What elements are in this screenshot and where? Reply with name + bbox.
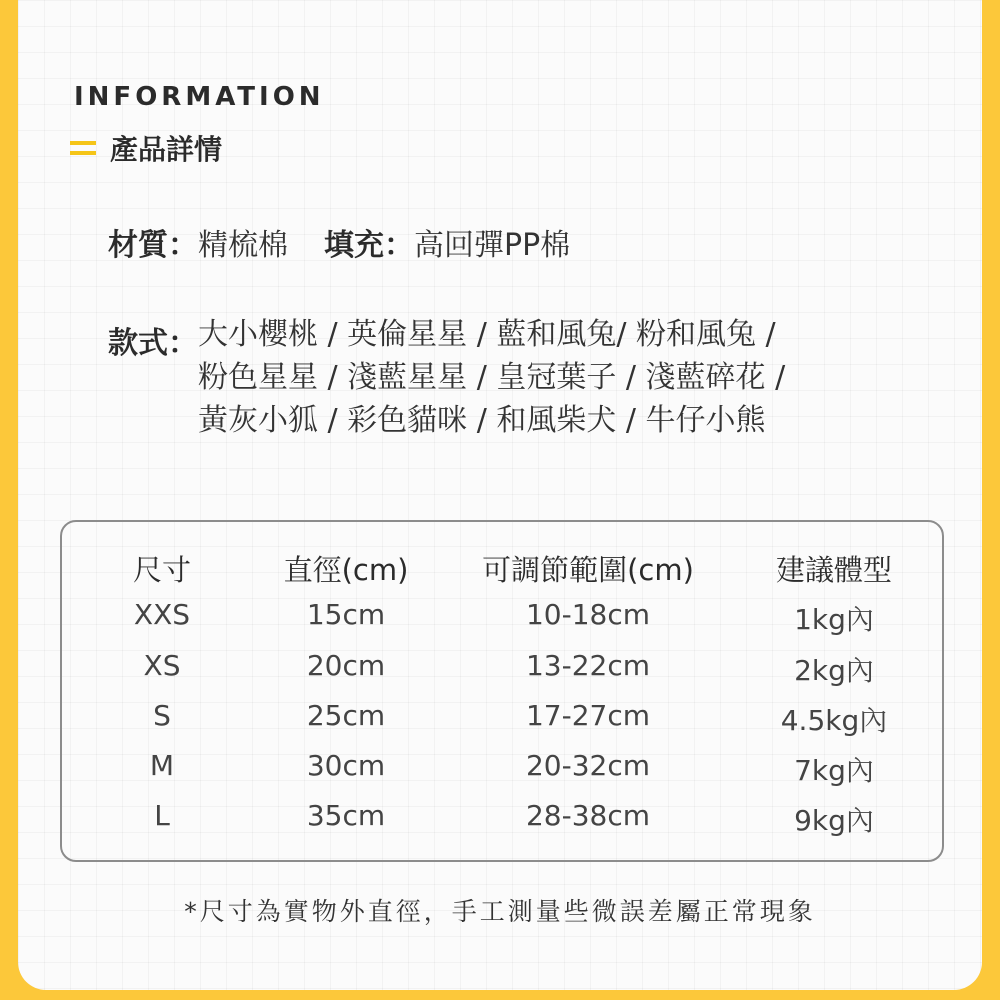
- table-cell-range: 10-18cm: [525, 598, 651, 631]
- table-header-diameter: 直徑(cm): [283, 553, 409, 587]
- styles-line: 黃灰小狐 / 彩色貓咪 / 和風柴犬 / 牛仔小熊: [198, 403, 766, 438]
- table-cell-weight: 1kg內: [794, 603, 874, 636]
- styles-block: [108, 318, 785, 447]
- table-cell-diameter: 35cm: [306, 799, 386, 832]
- table-cell-size: L: [154, 799, 170, 832]
- table-cell-range: 13-22cm: [525, 649, 651, 682]
- info-card: [18, 0, 982, 990]
- styles-line: 粉色星星 / 淺藍星星 / 皇冠葉子 / 淺藍碎花 /: [198, 360, 786, 395]
- table-cell-diameter: 20cm: [306, 649, 386, 682]
- equals-bar-icon: [70, 141, 96, 155]
- size-table: [60, 520, 944, 862]
- section-title-row: [70, 128, 222, 168]
- table-cell-weight: 9kg內: [794, 804, 874, 837]
- filling-value: 高回彈PP棉: [414, 228, 571, 263]
- section-title-en: INFORMATION: [74, 82, 325, 112]
- table-header-weight: 建議體型: [775, 553, 893, 587]
- table-cell-diameter: 25cm: [306, 699, 386, 732]
- table-header-size: 尺寸: [132, 553, 192, 587]
- table-cell-size: XXS: [133, 598, 191, 631]
- table-cell-weight: 4.5kg內: [780, 704, 888, 737]
- table-cell-diameter: 30cm: [306, 749, 386, 782]
- table-cell-size: M: [149, 749, 175, 782]
- table-cell-weight: 7kg內: [794, 754, 874, 787]
- styles-label: 款式：: [108, 326, 198, 361]
- table-cell-size: S: [153, 699, 171, 732]
- filling-label: 填充：: [324, 228, 414, 263]
- section-title-zh: 產品詳情: [110, 133, 223, 166]
- table-cell-range: 20-32cm: [525, 749, 651, 782]
- styles-line: 大小櫻桃 / 英倫星星 / 藍和風兔/ 粉和風兔 /: [198, 317, 776, 352]
- table-cell-diameter: 15cm: [306, 598, 386, 631]
- material-filling-row: [108, 220, 570, 264]
- table-cell-size: XS: [143, 649, 181, 682]
- table-header-range: 可調節範圍(cm): [482, 553, 694, 587]
- material-label: 材質：: [108, 228, 198, 263]
- table-cell-range: 28-38cm: [525, 799, 651, 832]
- table-cell-weight: 2kg內: [794, 654, 874, 687]
- material-value: 精梳棉: [198, 228, 288, 263]
- footnote: *尺寸為實物外直徑，手工測量些微誤差屬正常現象: [184, 897, 816, 926]
- table-cell-range: 17-27cm: [525, 699, 651, 732]
